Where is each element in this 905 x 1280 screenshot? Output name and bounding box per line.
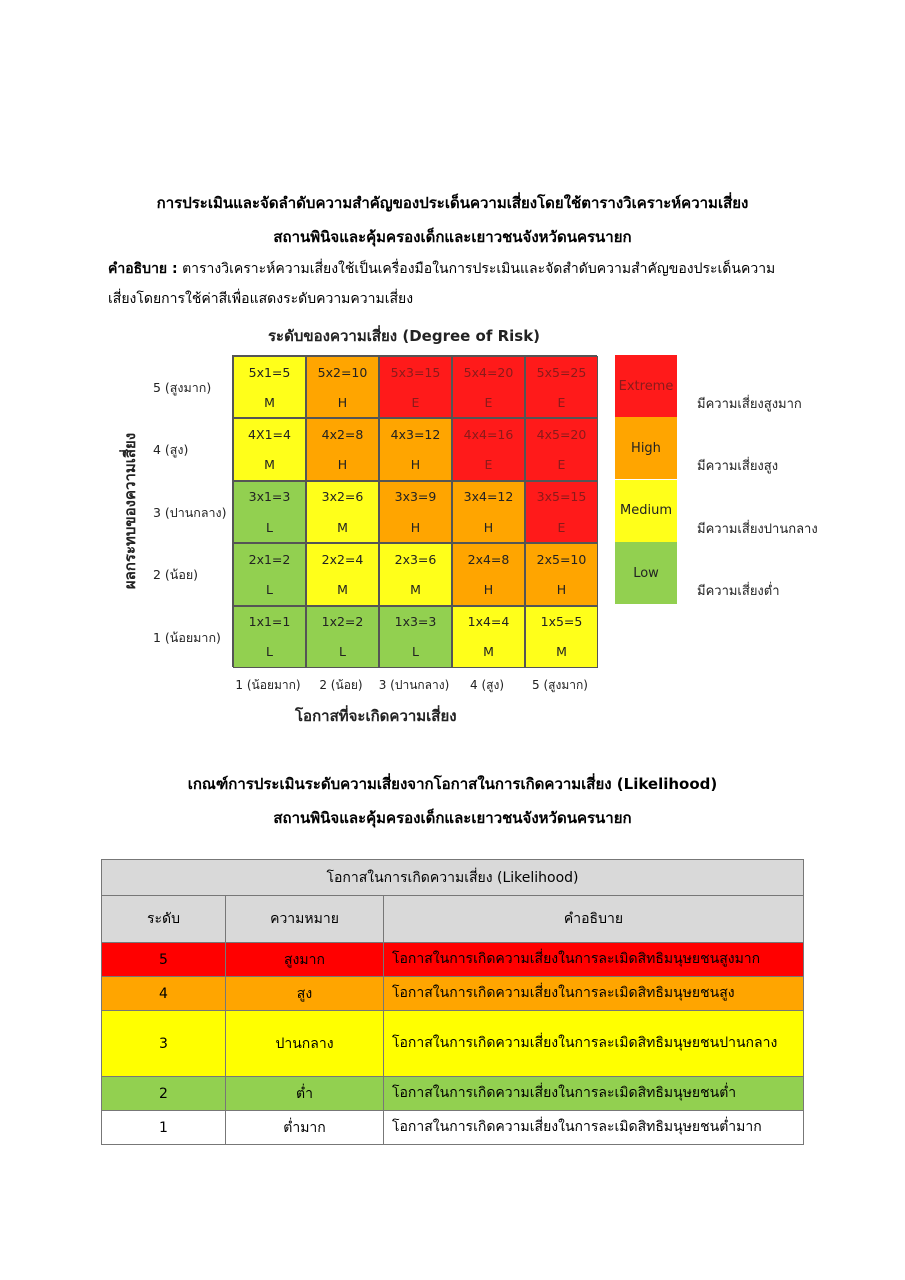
matrix-cell [306, 481, 379, 543]
matrix-cell-formula: 3x3=9 [394, 489, 437, 505]
matrix-cell-level: H [483, 581, 494, 597]
legend-description: มีความเสี่ยงสูงมาก [697, 397, 802, 412]
matrix-heading: ระดับของความเสี่ยง (Degree of Risk) [268, 327, 541, 345]
matrix-cell-level: E [557, 394, 566, 410]
description-line2: เสี่ยงโดยการใช้ค่าสีเพื่อแสดงระดับความความเสี่ยง [108, 291, 414, 307]
legend-swatch: Low [615, 542, 677, 604]
matrix-cell-level: E [411, 394, 420, 410]
likelihood-table [101, 859, 804, 1145]
matrix-cell-formula: 2x1=2 [248, 551, 291, 567]
likelihood-meaning: ต่ำมาก [226, 1111, 384, 1145]
matrix-row-label: 1 (น้อยมาก) [153, 629, 221, 645]
matrix-cell [379, 543, 452, 605]
matrix-column-label: 5 (สูงมาก) [532, 678, 588, 692]
matrix-cell-level: M [264, 457, 275, 473]
matrix-cell [379, 418, 452, 480]
likelihood-description: โอกาสในการเกิดความเสี่ยงในการละเมิดสิทธิมนุษยชนสูงมาก [384, 943, 804, 977]
matrix-cell-formula: 4X1=4 [248, 426, 291, 442]
matrix-cell [306, 418, 379, 480]
matrix-cell [452, 606, 525, 668]
likelihood-table-body [102, 943, 804, 1145]
matrix-cell-level: L [266, 519, 273, 535]
matrix-cell-level: H [556, 581, 567, 597]
matrix-cell [525, 543, 598, 605]
matrix-cell-level: M [264, 394, 275, 410]
matrix-cell [233, 606, 306, 668]
matrix-cell-formula: 1x2=2 [321, 614, 364, 630]
matrix-cell-formula: 1x3=3 [394, 614, 437, 630]
likelihood-level: 5 [102, 943, 226, 977]
document-title-line2: สถานพินิจและคุ้มครองเด็กและเยาวชนจังหวัดนครนายก [273, 228, 632, 246]
matrix-cell [306, 543, 379, 605]
matrix-cell [452, 543, 525, 605]
legend-description: มีความเสี่ยงปานกลาง [697, 521, 818, 537]
likelihood-level: 2 [102, 1077, 226, 1111]
column-header-description: คำอธิบาย [384, 896, 804, 943]
table-row [102, 1011, 804, 1077]
matrix-cell-formula: 3x4=12 [463, 489, 514, 505]
matrix-cell-formula: 5x3=15 [390, 364, 441, 380]
legend-description: มีความเสี่ยงต่ำ [697, 584, 780, 600]
matrix-cell-level: L [266, 581, 273, 597]
matrix-row-label: 4 (สูง) [153, 442, 189, 458]
risk-matrix [232, 355, 597, 667]
legend-description: มีความเสี่ยงสูง [697, 459, 779, 475]
matrix-cell-level: L [412, 644, 419, 660]
matrix-cell-level: H [410, 457, 421, 473]
matrix-column-label: 4 (สูง) [470, 678, 504, 692]
likelihood-description: โอกาสในการเกิดความเสี่ยงในการละเมิดสิทธิมนุษยชนต่ำมาก [384, 1111, 804, 1145]
matrix-cell [233, 356, 306, 418]
matrix-cell-level: M [337, 519, 348, 535]
matrix-cell-level: E [557, 457, 566, 473]
matrix-cell-formula: 2x4=8 [467, 551, 510, 567]
matrix-cell [525, 606, 598, 668]
likelihood-title-line1: เกณฑ์การประเมินระดับความเสี่ยงจากโอกาสในการเกิดความเสี่ยง (Likelihood) [187, 775, 718, 793]
matrix-cell-level: E [484, 457, 493, 473]
matrix-cell-formula: 3x5=15 [536, 489, 587, 505]
matrix-cell [306, 356, 379, 418]
description-line1 [108, 254, 808, 284]
likelihood-meaning: ปานกลาง [226, 1011, 384, 1077]
matrix-column-label: 3 (ปานกลาง) [378, 678, 450, 692]
matrix-cell-formula: 3x1=3 [248, 489, 291, 505]
document-title-line1: การประเมินและจัดลำดับความสำคัญของประเด็นความเสี่ยงโดยใช้ตารางวิเคราะห์ความเสี่ยง [156, 194, 749, 212]
matrix-cell-level: H [337, 394, 348, 410]
matrix-cell-formula: 5x2=10 [317, 364, 368, 380]
matrix-row-label: 3 (ปานกลาง) [153, 504, 227, 520]
matrix-cell-formula: 5x1=5 [248, 364, 291, 380]
likelihood-level: 4 [102, 977, 226, 1011]
matrix-cell-level: M [483, 644, 494, 660]
matrix-y-axis-title: ผลกระทบของความเสี่ยง [121, 432, 139, 590]
matrix-cell [306, 606, 379, 668]
table-row [102, 1077, 804, 1111]
matrix-cell [379, 356, 452, 418]
matrix-cell-formula: 4x3=12 [390, 426, 441, 442]
likelihood-level: 1 [102, 1111, 226, 1145]
column-header-level: ระดับ [102, 896, 226, 943]
legend-swatch: High [615, 417, 677, 479]
matrix-cell [452, 481, 525, 543]
likelihood-meaning: ต่ำ [226, 1077, 384, 1111]
matrix-row-label: 2 (น้อย) [153, 567, 199, 583]
matrix-cell-formula: 1x4=4 [467, 614, 510, 630]
matrix-cell [452, 418, 525, 480]
likelihood-table-header: โอกาสในการเกิดความเสี่ยง (Likelihood) [102, 860, 804, 896]
matrix-cell-formula: 2x2=4 [321, 551, 364, 567]
table-row [102, 977, 804, 1011]
matrix-cell-formula: 5x4=20 [463, 364, 514, 380]
description-label: คำอธิบาย : [108, 261, 178, 277]
matrix-cell [525, 356, 598, 418]
matrix-cell [525, 418, 598, 480]
matrix-cell-formula: 1x5=5 [540, 614, 583, 630]
likelihood-description: โอกาสในการเกิดความเสี่ยงในการละเมิดสิทธิมนุษยชนปานกลาง [384, 1011, 804, 1077]
matrix-cell-level: E [557, 519, 566, 535]
matrix-cell-formula: 2x3=6 [394, 551, 437, 567]
matrix-x-axis-title: โอกาสที่จะเกิดความเสี่ยง [295, 707, 457, 725]
likelihood-meaning: สูง [226, 977, 384, 1011]
matrix-cell-formula: 5x5=25 [536, 364, 587, 380]
matrix-cell-formula: 4x4=16 [463, 426, 514, 442]
matrix-cell-level: H [337, 457, 348, 473]
matrix-cell [525, 481, 598, 543]
matrix-cell [233, 543, 306, 605]
matrix-cell-formula: 4x5=20 [536, 426, 587, 442]
matrix-cell-level: M [337, 581, 348, 597]
matrix-column-label: 2 (น้อย) [319, 678, 363, 692]
matrix-cell [379, 606, 452, 668]
table-row [102, 943, 804, 977]
legend-swatch: Extreme [615, 355, 677, 417]
matrix-cell-formula: 3x2=6 [321, 489, 364, 505]
matrix-cell-level: E [484, 394, 493, 410]
likelihood-level: 3 [102, 1011, 226, 1077]
likelihood-description: โอกาสในการเกิดความเสี่ยงในการละเมิดสิทธิมนุษยชนต่ำ [384, 1077, 804, 1111]
matrix-cell-level: L [339, 644, 346, 660]
matrix-cell-level: M [410, 581, 421, 597]
matrix-row-label: 5 (สูงมาก) [153, 380, 212, 395]
column-header-meaning: ความหมาย [226, 896, 384, 943]
legend-swatch: Medium [615, 480, 677, 542]
matrix-cell [233, 418, 306, 480]
matrix-cell [233, 481, 306, 543]
likelihood-description: โอกาสในการเกิดความเสี่ยงในการละเมิดสิทธิมนุษยชนสูง [384, 977, 804, 1011]
table-row [102, 1111, 804, 1145]
matrix-cell [379, 481, 452, 543]
matrix-cell-level: M [556, 644, 567, 660]
likelihood-title-line2: สถานพินิจและคุ้มครองเด็กและเยาวชนจังหวัดนครนายก [273, 809, 632, 827]
matrix-cell-formula: 1x1=1 [248, 614, 291, 630]
likelihood-meaning: สูงมาก [226, 943, 384, 977]
matrix-column-label: 1 (น้อยมาก) [235, 678, 301, 692]
description-text1: ตารางวิเคราะห์ความเสี่ยงใช้เป็นเครื่องมือในการประเมินและจัดสำดับความสำคัญของประเด็นความ [182, 261, 776, 277]
matrix-cell-level: H [483, 519, 494, 535]
matrix-cell-level: H [410, 519, 421, 535]
matrix-cell-formula: 2x5=10 [536, 551, 587, 567]
matrix-cell [452, 356, 525, 418]
matrix-cell-level: L [266, 644, 273, 660]
matrix-cell-formula: 4x2=8 [321, 426, 364, 442]
